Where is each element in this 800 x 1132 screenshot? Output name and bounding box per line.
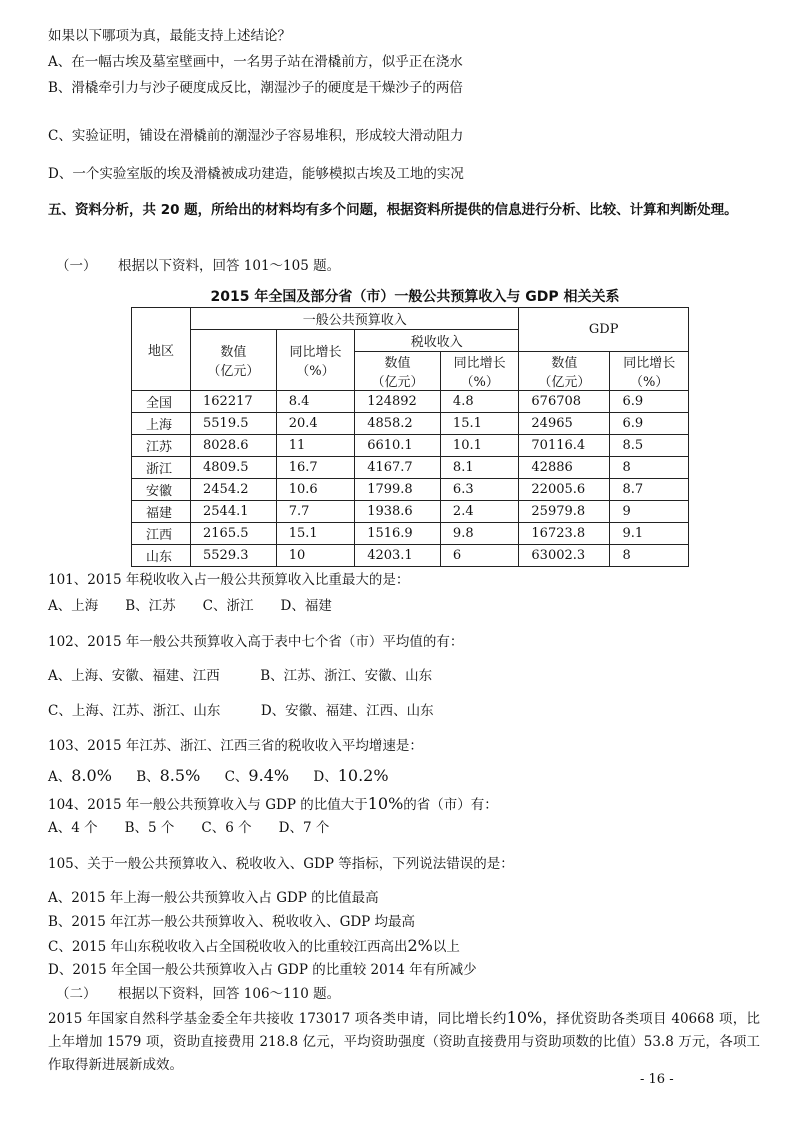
value-cell: 9 xyxy=(610,501,689,523)
value-cell: 42886 xyxy=(519,457,610,479)
table-row xyxy=(132,413,689,435)
value-cell: 16723.8 xyxy=(519,523,610,545)
value-cell: 162217 xyxy=(191,391,277,413)
header-region: 地区 xyxy=(132,308,191,391)
value-cell: 4858.2 xyxy=(355,413,441,435)
option-b: B、滑橇牵引力与沙子硬度成反比，潮湿沙子的硬度是干燥沙子的两倍 xyxy=(48,80,463,96)
value-cell: 8 xyxy=(610,545,689,567)
value-cell: 2544.1 xyxy=(191,501,277,523)
header-budget: 一般公共预算收入 xyxy=(191,308,519,330)
value-cell: 10 xyxy=(276,545,354,567)
value-cell: 8 xyxy=(610,457,689,479)
value-cell: 8.4 xyxy=(276,391,354,413)
value-cell: 4203.1 xyxy=(355,545,441,567)
table-row xyxy=(132,479,689,501)
value-cell: 4.8 xyxy=(440,391,518,413)
value-cell: 5519.5 xyxy=(191,413,277,435)
value-cell: 22005.6 xyxy=(519,479,610,501)
value-cell: 676708 xyxy=(519,391,610,413)
group2-paragraph: 2015 年国家自然科学基金委全年共接收 173017 项各类申请，同比增长约10%，择优资助各类项目 40668 项，比上年增加 1579 项，资助直接费用 218.8 亿元，平均资助强度（资助直接费用与资助项数的比值）53.8 万元，各项工作取得新进展新成效。 xyxy=(48,1008,761,1073)
group1-text: 根据以下资料，回答 101～105 题。 xyxy=(118,258,341,274)
value-cell: 2.4 xyxy=(440,501,518,523)
value-cell: 9.1 xyxy=(610,523,689,545)
table-row xyxy=(132,523,689,545)
data-table xyxy=(131,307,689,567)
value-cell: 6.9 xyxy=(610,391,689,413)
value-cell: 6.9 xyxy=(610,413,689,435)
header-budget-growth: 同比增长 （%） xyxy=(276,330,354,391)
value-cell: 11 xyxy=(276,435,354,457)
header-budget-value: 数值 （亿元） xyxy=(191,330,277,391)
value-cell: 2454.2 xyxy=(191,479,277,501)
header-tax-value: 数值 （亿元） xyxy=(355,352,441,391)
value-cell: 1799.8 xyxy=(355,479,441,501)
value-cell: 16.7 xyxy=(276,457,354,479)
value-cell: 1516.9 xyxy=(355,523,441,545)
table-row xyxy=(132,391,689,413)
value-cell: 8028.6 xyxy=(191,435,277,457)
value-cell: 8.1 xyxy=(440,457,518,479)
group2-label: （二） xyxy=(56,986,97,1002)
value-cell: 1938.6 xyxy=(355,501,441,523)
value-cell: 5529.3 xyxy=(191,545,277,567)
region-cell: 江苏 xyxy=(132,435,191,457)
value-cell: 8.5 xyxy=(610,435,689,457)
region-cell: 江西 xyxy=(132,523,191,545)
header-gdp: GDP xyxy=(519,308,689,352)
region-cell: 山东 xyxy=(132,545,191,567)
q103-options: A、8.0% B、8.5% C、9.4% D、10.2% xyxy=(48,766,389,785)
value-cell: 6.3 xyxy=(440,479,518,501)
region-cell: 安徽 xyxy=(132,479,191,501)
header-tax: 税收收入 xyxy=(355,330,519,352)
page-number: - 16 - xyxy=(640,1072,674,1087)
q102-options-1: A、上海、安徽、福建、江西 B、江苏、浙江、安徽、山东 xyxy=(48,668,433,684)
value-cell: 15.1 xyxy=(276,523,354,545)
table-row xyxy=(132,457,689,479)
table-row xyxy=(132,545,689,567)
value-cell: 4167.7 xyxy=(355,457,441,479)
value-cell: 124892 xyxy=(355,391,441,413)
section-heading: 五、资料分析，共 20 题，所给出的材料均有多个问题，根据资料所提供的信息进行分析、比较、计算和判断处理。 xyxy=(48,202,738,218)
value-cell: 10.1 xyxy=(440,435,518,457)
value-cell: 7.7 xyxy=(276,501,354,523)
header-gdp-growth: 同比增长 （%） xyxy=(610,352,689,391)
q101: 101、2015 年税收收入占一般公共预算收入比重最大的是： xyxy=(48,572,410,588)
value-cell: 70116.4 xyxy=(519,435,610,457)
table-row xyxy=(132,435,689,457)
group2-text: 根据以下资料，回答 106～110 题。 xyxy=(118,986,341,1002)
value-cell: 2165.5 xyxy=(191,523,277,545)
group1-label: （一） xyxy=(56,258,97,274)
value-cell: 9.8 xyxy=(440,523,518,545)
q101-options: A、上海 B、江苏 C、浙江 D、福建 xyxy=(48,598,332,614)
q102-options-2: C、上海、江苏、浙江、山东 D、安徽、福建、江西、山东 xyxy=(48,703,434,719)
q105-b: B、2015 年江苏一般公共预算收入、税收收入、GDP 均最高 xyxy=(48,914,416,930)
value-cell: 24965 xyxy=(519,413,610,435)
intro-question: 如果以下哪项为真，最能支持上述结论？ xyxy=(48,28,291,44)
value-cell: 63002.3 xyxy=(519,545,610,567)
value-cell: 6 xyxy=(440,545,518,567)
q105: 105、关于一般公共预算收入、税收收入、GDP 等指标，下列说法错误的是： xyxy=(48,856,514,872)
region-cell: 上海 xyxy=(132,413,191,435)
header-gdp-value: 数值 （亿元） xyxy=(519,352,610,391)
q103: 103、2015 年江苏、浙江、江西三省的税收收入平均增速是： xyxy=(48,738,423,754)
value-cell: 10.6 xyxy=(276,479,354,501)
q105-c: C、2015 年山东税收收入占全国税收收入的比重较江西高出2%以上 xyxy=(48,936,460,955)
option-d: D、一个实验室版的埃及滑橇被成功建造，能够模拟古埃及工地的实况 xyxy=(48,166,464,182)
q105-a: A、2015 年上海一般公共预算收入占 GDP 的比值最高 xyxy=(48,890,379,906)
q104-options: A、4 个 B、5 个 C、6 个 D、7 个 xyxy=(48,820,330,836)
region-cell: 全国 xyxy=(132,391,191,413)
option-c: C、实验证明，铺设在滑橇前的潮湿沙子容易堆积，形成较大滑动阻力 xyxy=(48,128,464,144)
value-cell: 6610.1 xyxy=(355,435,441,457)
q105-d: D、2015 年全国一般公共预算收入占 GDP 的比重较 2014 年有所减少 xyxy=(48,962,477,978)
value-cell: 8.7 xyxy=(610,479,689,501)
value-cell: 20.4 xyxy=(276,413,354,435)
region-cell: 浙江 xyxy=(132,457,191,479)
header-tax-growth: 同比增长 （%） xyxy=(440,352,518,391)
table-title: 2015 年全国及部分省（市）一般公共预算收入与 GDP 相关关系 xyxy=(210,289,620,305)
table-row xyxy=(132,501,689,523)
q102: 102、2015 年一般公共预算收入高于表中七个省（市）平均值的有： xyxy=(48,634,464,650)
region-cell: 福建 xyxy=(132,501,191,523)
value-cell: 4809.5 xyxy=(191,457,277,479)
value-cell: 25979.8 xyxy=(519,501,610,523)
q104: 104、2015 年一般公共预算收入与 GDP 的比值大于10%的省（市）有： xyxy=(48,794,498,813)
value-cell: 15.1 xyxy=(440,413,518,435)
option-a: A、在一幅古埃及墓室壁画中，一名男子站在滑橇前方，似乎正在浇水 xyxy=(48,54,463,70)
